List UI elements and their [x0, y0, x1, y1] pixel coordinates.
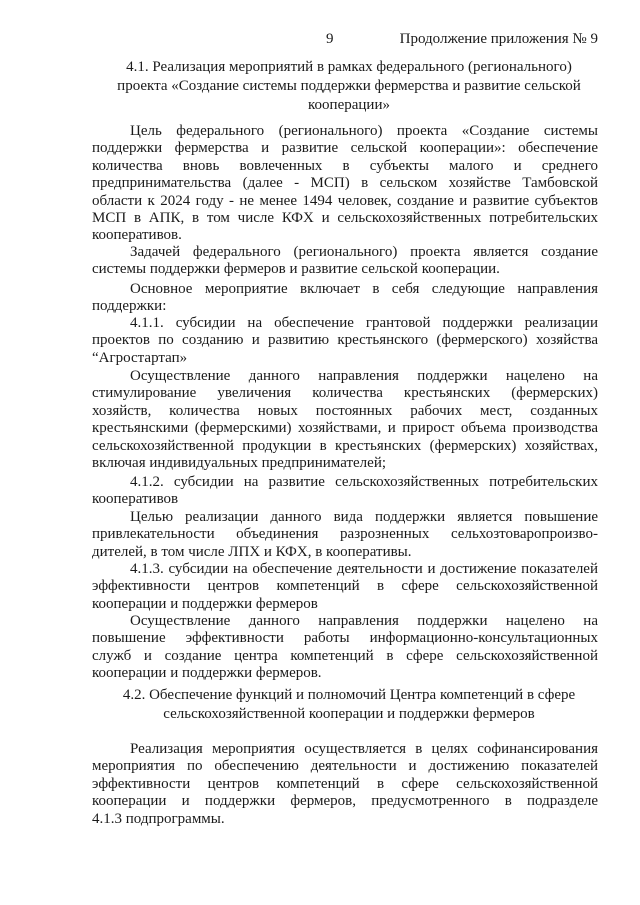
text-line: предпринимательства (далее - МСП) в сельском хозяйстве Тамбовской [92, 175, 598, 192]
text-line: “Агростартап» [92, 349, 188, 366]
main-activity-paragraph [92, 281, 598, 316]
section-4-2-heading [96, 686, 602, 724]
heading-line: сельскохозяйственной кооперации и поддержки фермеров [163, 706, 535, 722]
text-line: сельскохозяйственной продукции в крестьянских (фермерских) хозяйствах, [92, 437, 598, 454]
text-line: эффективности центров компетенций в сфере сельскохозяйственной [92, 578, 598, 595]
heading-line: проекта «Создание системы поддержки фермерства и развитие сельской [117, 78, 581, 94]
page-number: 9 [326, 31, 334, 47]
text-line: мероприятия по обеспечению деятельности и достижению показателей [92, 758, 598, 775]
text-line: стимулирование увеличения количества крестьянских (фермерских) [92, 385, 598, 402]
heading-line: 4.1. Реализация мероприятий в рамках федерального (регионального) [126, 59, 572, 75]
heading-line: 4.2. Обеспечение функций и полномочий Центра компетенций в сфере [122, 687, 576, 703]
text-line: МСП в АПК, в том числе КФХ и сельскохозяйственных потребительских [92, 210, 598, 227]
goal-paragraph [92, 123, 598, 245]
task-paragraph [92, 244, 598, 279]
text-line: привлекательности объединения разрозненных сельхозтоваропроизво- [92, 526, 598, 543]
text-line: Осуществление данного направления поддержки нацелено на [130, 368, 598, 384]
text-line: кооперации и поддержки фермеров, предусмотренного в подразделе [92, 793, 598, 810]
text-line: эффективности центров компетенций в сфере сельскохозяйственной [92, 775, 598, 792]
text-line: Задачей федерального (регионального) проекта является создание [130, 244, 598, 260]
item-4-1-2-description [92, 509, 598, 561]
text-line: Цель федерального (регионального) проекта «Создание системы [130, 123, 598, 139]
text-line: кооперации и поддержки фермеров. [92, 665, 322, 682]
text-line: кооперации и поддержки фермеров [92, 595, 318, 612]
text-line: 4.1.2. субсидии на развитие сельскохозяйственных потребительских [130, 474, 598, 490]
text-line: Целью реализации данного вида поддержки является повышение [130, 509, 598, 525]
text-line: Реализация мероприятия осуществляется в целях софинансирования [130, 741, 598, 757]
text-line: поддержки: [92, 298, 167, 315]
heading-line: кооперации» [308, 97, 390, 113]
text-line: количества вновь вовлеченных в субъекты малого и среднего [92, 157, 598, 174]
text-line: дителей, в том числе ЛПХ и КФХ, в кооперативы. [92, 543, 412, 560]
item-4-1-1-description [92, 368, 598, 472]
text-line: кооперативов. [92, 227, 182, 244]
text-line: включая индивидуальных предпринимателей; [92, 455, 387, 472]
text-line: крестьянскими (фермерскими) хозяйствами, и прирост объема производства [92, 420, 598, 437]
text-line: Осуществление данного направления поддержки нацелено на [130, 613, 598, 629]
item-4-1-2-paragraph [92, 474, 598, 509]
item-4-1-3-description [92, 613, 598, 683]
text-line: хозяйств, количества новых постоянных рабочих мест, созданных [92, 402, 598, 419]
text-line: служб и создание центра компетенций в сфере сельскохозяйственной [92, 647, 598, 664]
text-line: повышение эффективности работы информационно-консультационных [92, 630, 598, 647]
text-line: кооперативов [92, 491, 179, 508]
text-line: системы поддержки фермеров и развитие сельской кооперации. [92, 261, 500, 278]
section-4-2-paragraph [92, 741, 598, 828]
text-line: проектов по созданию и развитию крестьянского (фермерского) хозяйства [92, 332, 598, 349]
text-line: области к 2024 году - не менее 1494 человек, создание и развитие субъектов [92, 192, 598, 209]
text-line: Основное мероприятие включает в себя следующие направления [130, 281, 598, 297]
text-line: 4.1.3 подпрограммы. [92, 810, 225, 827]
item-4-1-1-paragraph [92, 315, 598, 367]
section-4-1-heading [96, 58, 602, 115]
item-4-1-3-paragraph [92, 561, 598, 613]
text-line: 4.1.3. субсидии на обеспечение деятельности и достижение показателей [130, 561, 598, 577]
text-line: поддержки фермерства и развитие сельской кооперации»: обеспечение [92, 140, 598, 157]
appendix-continuation-label: Продолжение приложения № 9 [399, 31, 598, 47]
text-line: 4.1.1. субсидии на обеспечение грантовой поддержки реализации [130, 315, 598, 331]
